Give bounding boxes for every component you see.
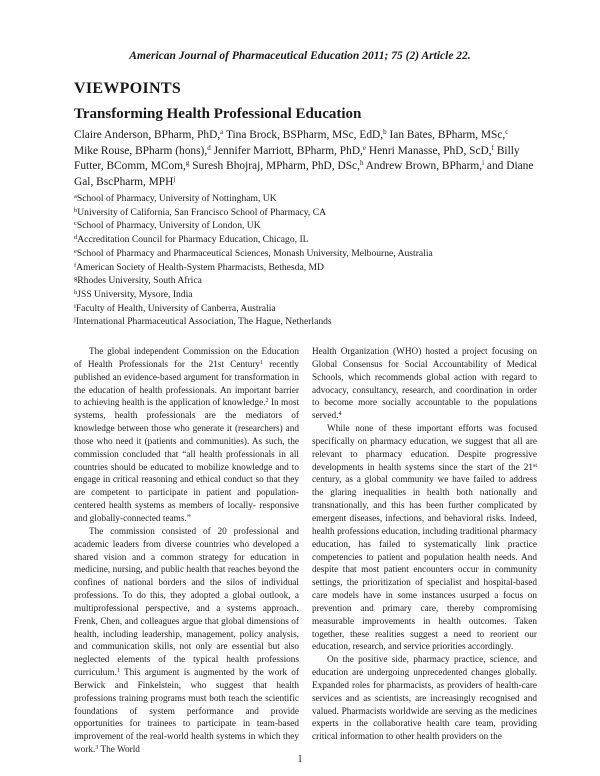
affiliation	[74, 315, 544, 329]
author-name: Jennifer Marriott, BPharm, PhD,	[213, 144, 363, 157]
paragraph-text: The commission consisted of 20 professional and academic leaders from diverse countries who developed a shared vision and a common strategy for education in medicine, nursing, and public health that reaches beyond the confines of national borders and the silos of individual professions. To do this, they adopted a global outlook, a multiprofessional perspective, and a systems approach. Frenk, Chen, and colleagues argue that global dimensions of health, including leadership, management, policy analysis, and communication skills, not only are essential but also neglected elements of the typical health professions curriculum.	[74, 526, 299, 679]
affiliation-marker: c	[74, 220, 77, 228]
author-affiliation-marker: c	[505, 128, 509, 136]
citation-marker: 2	[265, 398, 269, 405]
citation-marker: 3	[95, 745, 99, 752]
paragraph-text: On the positive side, pharmacy practice, science, and education are undergoing unprecedented changes globally. Expanded roles for pharmacists, as providers of health-care services and as scientists, are increasingly recognised and valued. Pharmacists worldwide are serving as the medicines experts in the collaborative health care team, providing critical information to other health providers on the	[312, 655, 537, 743]
body-paragraph	[312, 346, 537, 423]
section-label: VIEWPOINTS	[74, 80, 182, 97]
body-paragraph	[312, 654, 537, 744]
affiliation-text: American Society of Health-System Pharmacists, Bethesda, MD	[76, 261, 324, 273]
affiliation	[74, 302, 544, 316]
body-paragraph	[312, 423, 537, 654]
affiliation-text: JSS University, Mysore, India	[77, 288, 193, 300]
affiliation-marker: a	[74, 193, 77, 200]
article-title: Transforming Health Professional Education	[74, 106, 362, 122]
paragraph-text: century, as a global community we have failed to address the glaring inequalities in health both nationally and transnationally, and this has been further complicated by emergent diseases, infections, and behavioral risks. Indeed, health professions education, including traditional pharmacy education, has failed to systematically link practice competencies to patient and population health needs. And despite that most patient encounters occur in community settings, the prioritization of specialist and hospital-based care models have in some instances usurped a focus on prevention and primary care, thereby compromising measurable improvements in health outcomes. Taken together, these realities suggest a need to reorient our education, research, and service priorities accordingly.	[312, 475, 537, 653]
affiliation-text: University of California, San Francisco School of Pharmacy, CA	[77, 206, 327, 218]
affiliation-marker: d	[74, 234, 78, 242]
citation-marker: st	[532, 462, 537, 469]
affiliation	[74, 192, 544, 206]
author-affiliation-marker: f	[491, 143, 494, 152]
author-affiliation-marker: j	[173, 174, 176, 183]
author-affiliation-marker: g	[185, 159, 190, 168]
author-name: Claire Anderson, BPharm, PhD,	[74, 129, 221, 141]
author	[74, 145, 211, 157]
author	[214, 145, 366, 157]
paragraph-text: The World	[98, 745, 140, 756]
paragraph-text: Health Organization (WHO) hosted a project focusing on Global Consensus for Social Accountability of Medical Schools, which recommends global action with regard to advocacy, consultancy, research, and coordination in order to become more socially accountable to the populations served.	[312, 347, 537, 422]
affiliation-marker: i	[74, 302, 76, 310]
author	[192, 160, 363, 172]
author	[369, 145, 494, 157]
author-name: Suresh Bhojraj, MPharm, PhD, DSc,	[192, 160, 360, 173]
author-affiliation-marker: a	[220, 128, 224, 136]
affiliation	[74, 247, 544, 261]
author-affiliation-marker: e	[362, 143, 366, 152]
paragraph-text: The global independent Commission on the Education of Health Professionals for the 21st Century	[74, 347, 299, 370]
author-name: Ian Bates, BPharm, MSc,	[389, 129, 506, 141]
author-name: Andrew Brown, BPharm,	[365, 160, 483, 173]
affiliation	[74, 288, 544, 302]
author	[226, 129, 387, 141]
affiliation-text: Rhodes University, South Africa	[77, 275, 202, 287]
paragraph-text: In most systems, health professionals are the mediators of knowledge between those who generate it (researchers) and those who need it (patients and communities). As such, the commission concluded that “all health professionals in all countries should be educated to mobilize knowledge and to engage in critical reasoning and ethical conduct so that they are competent to participate in patient and population-centered health systems as members of locally- responsive and globally-connected teams.”	[74, 398, 299, 524]
body-paragraph	[74, 526, 299, 757]
affiliation-text: School of Pharmacy and Pharmaceutical Sciences, Monash University, Melbourne, Australia	[76, 247, 433, 259]
affiliation-text: School of Pharmacy, University of Nottingham, UK	[76, 193, 277, 204]
affiliation-marker: h	[74, 288, 78, 296]
affiliation	[74, 274, 544, 288]
affiliation	[74, 233, 544, 247]
body-column-right	[312, 346, 537, 744]
page-number: 1	[297, 754, 303, 765]
affiliation-text: Accreditation Council for Pharmacy Education, Chicago, IL	[77, 234, 309, 246]
body-paragraph	[74, 346, 299, 526]
author-name: Henri Manasse, PhD, ScD,	[368, 144, 492, 157]
affiliation-marker: j	[74, 316, 76, 324]
author-list	[74, 128, 534, 190]
citation-marker: 4	[338, 411, 342, 418]
author	[389, 129, 508, 141]
affiliation	[74, 219, 544, 233]
citation-marker: 1	[116, 668, 120, 675]
author-name: and Diane Gal, BscPharm, MPH	[74, 160, 534, 188]
author	[366, 160, 484, 172]
affiliation-marker: g	[74, 275, 78, 283]
affiliation-text: School of Pharmacy, University of London, UK	[76, 220, 261, 232]
affiliation-text: International Pharmaceutical Association, The Hague, Netherlands	[75, 316, 332, 328]
affiliation-marker: b	[74, 206, 78, 214]
affiliation	[74, 206, 544, 220]
author-name: Billy Futter, BComm, MCom,	[74, 144, 520, 173]
author-affiliation-marker: i	[482, 159, 485, 168]
author-name: Mike Rouse, BPharm (hons),	[74, 144, 208, 157]
paragraph-text: recently published an evidence-based argument for transformation in the education of health professionals. An important barrier to achieving health is the application of knowledge.	[74, 359, 299, 409]
affiliation-text: Faculty of Health, University of Canberra, Australia	[75, 302, 276, 314]
author-affiliation-marker: d	[207, 143, 211, 152]
paragraph-text: While none of these important efforts was focused specifically on pharmacy education, we suggest that all are relevant to pharmacy education. Despite progressive developments in health systems since the start of the 21	[312, 424, 537, 473]
affiliation	[74, 261, 544, 275]
affiliation-list	[74, 192, 544, 329]
author-affiliation-marker: b	[383, 128, 387, 136]
body-column-left	[74, 346, 299, 757]
paragraph-text: This argument is augmented by the work of Berwick and Finkelstein, who suggest that health professions training programs must both teach the scientific foundations of system performance and provide opportunities for trainees to participate in team-based improvement of the real-world health systems in which they work.	[74, 668, 299, 756]
citation-marker: 1	[260, 359, 264, 366]
author	[74, 129, 223, 141]
author-affiliation-marker: h	[359, 159, 364, 168]
author-name: Tina Brock, BSPharm, MSc, EdD,	[225, 129, 384, 141]
affiliation-marker: f	[74, 261, 77, 269]
affiliation-marker: e	[74, 247, 77, 255]
journal-citation: American Journal of Pharmaceutical Education 2011; 75 (2) Article 22.	[129, 50, 471, 62]
